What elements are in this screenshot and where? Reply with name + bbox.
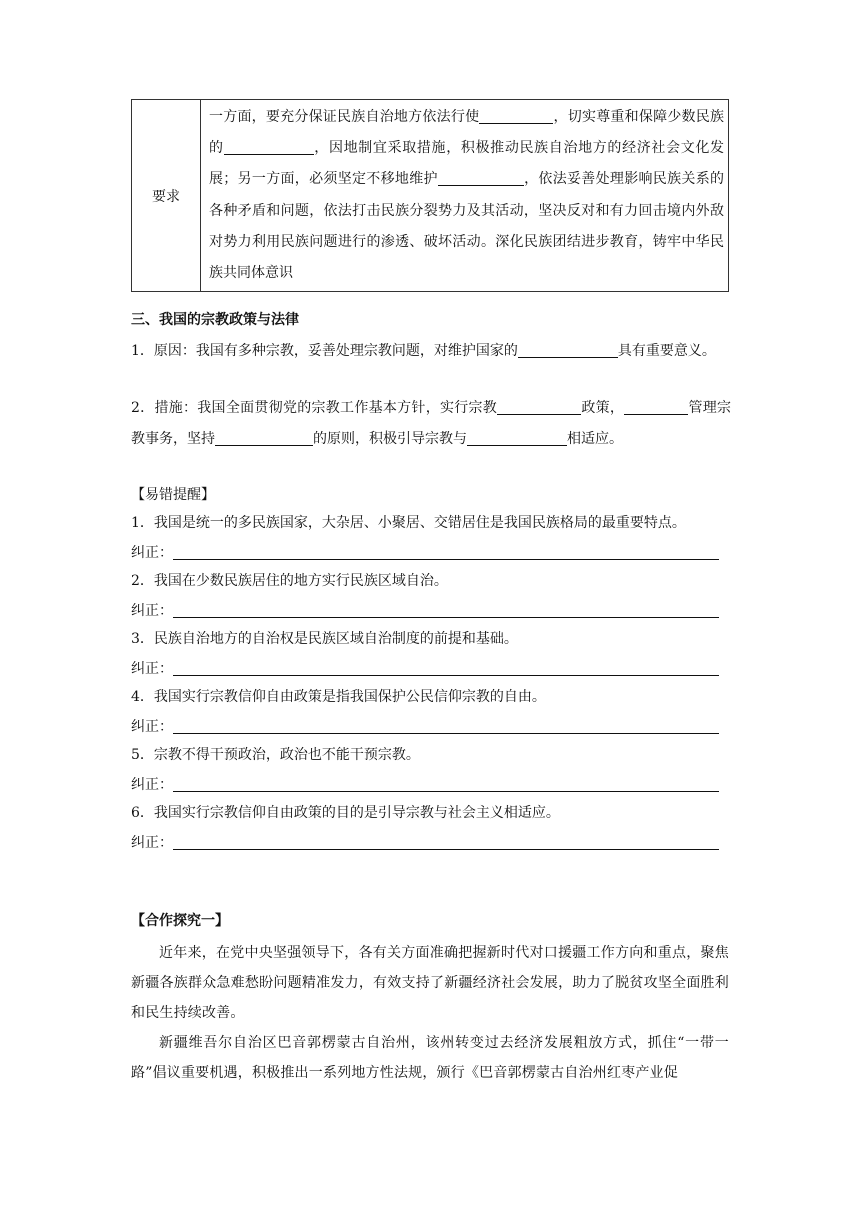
correction-row-2	[131, 601, 719, 620]
item2-text-d: 的原则，积极引导宗教与	[313, 431, 467, 447]
correction-label: 纠正：	[131, 603, 173, 619]
section-title: 三、我国的宗教政策与法律	[131, 312, 299, 328]
cooperation-paragraph-1: 近年来，在党中央坚强领导下，各有关方面准确把握新时代对口援疆工作方向和重点，聚焦新疆各族群众急难愁盼问题精准发力，有效支持了新疆经济社会发展，助力了脱贫攻坚全面胜利和民生持续改善。	[131, 945, 729, 1021]
correction-row-3	[131, 659, 719, 678]
fill-blank[interactable]	[624, 396, 688, 415]
correction-answer-line[interactable]	[173, 601, 719, 618]
requirement-text-1: 一方面，要充分保证民族自治地方依法行使	[209, 109, 480, 125]
requirement-table	[131, 99, 729, 292]
correction-row-1	[131, 543, 719, 562]
cooperation-paragraph-2: 新疆维吾尔自治区巴音郭楞蒙古自治州，该州转变过去经济发展粗放方式，抓住“一带一路”倡议重要机遇，积极推出一系列地方性法规，颁行《巴音郭楞蒙古自治州红枣产业促	[131, 1035, 729, 1081]
error-item-2: 2．我国在少数民族居住的地方实行民族区域自治。	[131, 573, 448, 589]
correction-row-4	[131, 717, 719, 736]
requirement-label: 要求	[132, 100, 201, 292]
item2-text-c: 管理宗教事务，坚持	[131, 400, 732, 447]
correction-answer-line[interactable]	[173, 833, 719, 850]
item2-text-b: 政策，	[581, 400, 625, 416]
requirement-content	[201, 100, 729, 292]
correction-answer-line[interactable]	[173, 543, 719, 560]
correction-answer-line[interactable]	[173, 659, 719, 676]
error-reminder-title: 【易错提醒】	[131, 487, 215, 503]
fill-blank[interactable]	[467, 427, 567, 446]
fill-blank[interactable]	[438, 167, 524, 186]
error-item-1: 1．我国是统一的多民族国家，大杂居、小聚居、交错居住是我国民族格局的最重要特点。	[131, 515, 686, 531]
item2-text-a: 2．措施：我国全面贯彻党的宗教工作基本方针，实行宗教	[131, 400, 498, 416]
item1-text-end: 具有重要意义。	[617, 343, 716, 359]
requirement-text-4: ，依法妥善处理影响民族关系的各种矛盾和问题，依法打击民族分裂势力及其活动，坚决反对和有力回击境内外敌对势力利用民族问题进行的渗透、破坏活动。深化民族团结进步教育，铸牢中华民族共同体意识	[209, 171, 725, 282]
fill-blank[interactable]	[479, 105, 553, 124]
error-item-6: 6．我国实行宗教信仰自由政策的目的是引导宗教与社会主义相适应。	[131, 805, 560, 821]
correction-label: 纠正：	[131, 835, 173, 851]
correction-label: 纠正：	[131, 719, 173, 735]
correction-row-5	[131, 775, 719, 794]
fill-blank[interactable]	[215, 427, 313, 446]
error-item-3: 3．民族自治地方的自治权是民族区域自治制度的前提和基础。	[131, 631, 518, 647]
fill-blank[interactable]	[497, 396, 581, 415]
item1-text: 1．原因：我国有多种宗教，妥善处理宗教问题，对维护国家的	[131, 343, 518, 359]
correction-label: 纠正：	[131, 661, 173, 677]
fill-blank[interactable]	[224, 136, 314, 155]
correction-label: 纠正：	[131, 777, 173, 793]
correction-answer-line[interactable]	[173, 775, 719, 792]
error-item-4: 4．我国实行宗教信仰自由政策是指我国保护公民信仰宗教的自由。	[131, 689, 546, 705]
correction-answer-line[interactable]	[173, 717, 719, 734]
correction-label: 纠正：	[131, 545, 173, 561]
requirement-text-2: ，切实尊重和保障少数民族的	[209, 109, 725, 157]
item2-text-e: 相适应。	[567, 431, 623, 447]
religion-item-1	[131, 336, 731, 367]
fill-blank[interactable]	[518, 339, 618, 358]
error-item-5: 5．宗教不得干预政治，政治也不能干预宗教。	[131, 747, 420, 763]
correction-row-6	[131, 833, 719, 852]
requirement-text-3: ，因地制宜采取措施，积极推动民族自治地方的经济社会文化发展；另一方面，必须坚定不移地维护	[209, 140, 724, 188]
cooperation-title: 【合作探究一】	[131, 913, 229, 929]
religion-item-2	[131, 393, 731, 455]
